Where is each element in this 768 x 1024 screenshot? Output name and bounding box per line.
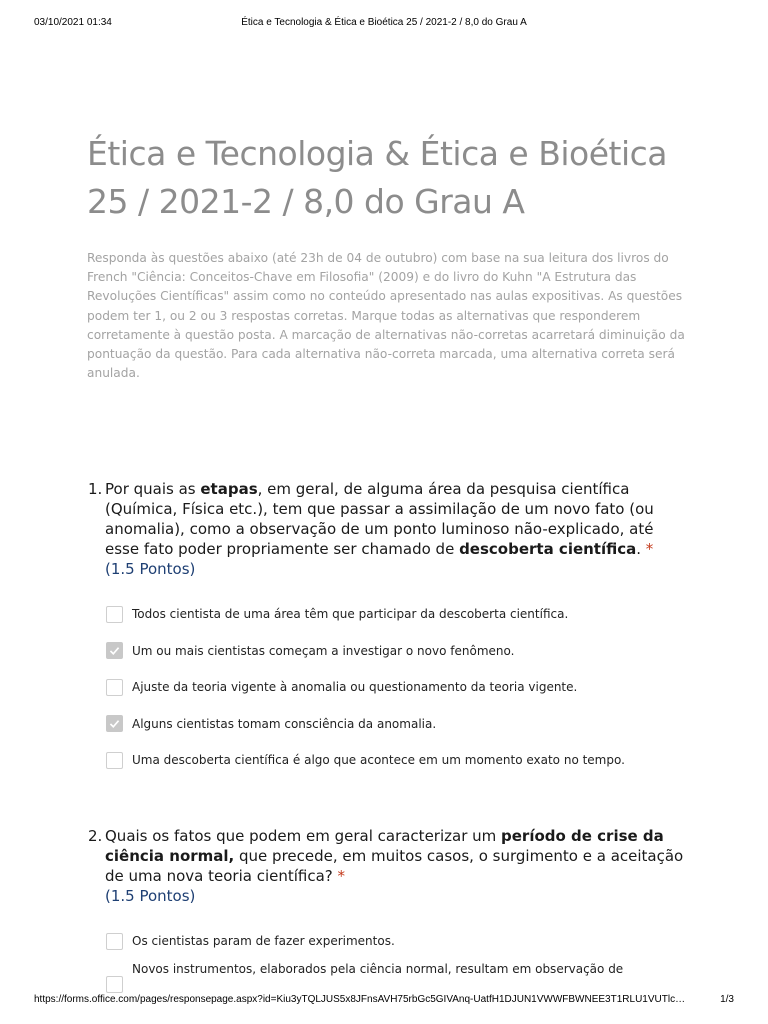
question-1-header — [88, 479, 688, 579]
checkbox[interactable] — [106, 606, 123, 623]
question-number: 2. — [88, 827, 103, 845]
option-label: Um ou mais cientistas começam a investigar o novo fenômeno. — [132, 643, 515, 658]
print-header — [0, 17, 768, 31]
checkmark-icon — [108, 644, 121, 657]
question-points: (1.5 Pontos) — [105, 560, 196, 578]
print-url: https://forms.office.com/pages/responsepage.aspx?id=Kiu3yTQLJUS5x8JFnsAVH75rbGc5GIVAnq-UatfH1DJUN1VWWFBWNEE3T1RLU1VUTlc… — [34, 994, 686, 1005]
checkbox[interactable] — [106, 933, 123, 950]
option-item[interactable] — [106, 633, 688, 670]
checkbox[interactable] — [106, 679, 123, 696]
option-label: Uma descoberta científica é algo que acontece em um momento exato no tempo. — [132, 753, 625, 768]
question-2 — [88, 826, 688, 996]
checkbox[interactable] — [106, 752, 123, 769]
form-title: Ética e Tecnologia & Ética e Bioética 25 / 2021-2 / 8,0 do Grau A — [87, 134, 667, 221]
options-list — [88, 923, 688, 996]
option-label: Alguns cientistas tomam consciência da anomalia. — [132, 716, 437, 731]
form-description: Responda às questões abaixo (até 23h de 04 de outubro) com base na sua leitura dos livros do French "Ciência: Conceitos-Chave em Filosofia" (2009) e do livro do Kuhn "A Estrutura das Revoluções Científicas" assim como no conteúdo apresentado nas aulas expositivas. As questões podem ter 1, ou 2 ou 3 respostas corretas. Marque todas as alternativas que responderem corretamente à questão posta. A marcação de alternativas não-corretas acarretará diminuição da pontuação da questão. Para cada alternativa não-correta marcada, uma alternativa correta será anulada. — [87, 251, 685, 381]
option-item[interactable] — [106, 669, 688, 706]
option-label: Os cientistas param de fazer experimentos. — [132, 934, 395, 949]
checkbox-checked[interactable] — [106, 715, 123, 732]
option-item[interactable] — [106, 706, 688, 743]
checkbox[interactable] — [106, 976, 123, 993]
question-text: Por quais as etapas, em geral, de alguma área da pesquisa científica (Química, Física etc.), tem que passar a assimilação de um novo fato (ou anomalia), como a observação de um ponto luminoso não-explicado, até esse fato poder propriamente ser chamado de descoberta científica. * — [105, 480, 654, 558]
option-item[interactable] — [106, 742, 688, 779]
page-number: 1/3 — [720, 994, 734, 1005]
question-1 — [88, 479, 688, 779]
print-footer — [0, 994, 768, 1008]
print-title: Ética e Tecnologia & Ética e Bioética 25 / 2021-2 / 8,0 do Grau A — [241, 17, 527, 28]
question-points: (1.5 Pontos) — [105, 887, 196, 905]
required-mark: * — [645, 540, 654, 558]
checkmark-icon — [108, 717, 121, 730]
option-label: Ajuste da teoria vigente à anomalia ou questionamento da teoria vigente. — [132, 680, 578, 695]
option-item[interactable] — [106, 923, 688, 960]
option-item[interactable] — [106, 960, 688, 997]
checkbox-checked[interactable] — [106, 642, 123, 659]
option-item[interactable] — [106, 596, 688, 633]
question-2-header — [88, 826, 688, 906]
required-mark: * — [337, 867, 346, 885]
options-list — [88, 596, 688, 779]
question-text: Quais os fatos que podem em geral caracterizar um período de crise da ciência normal, que precede, em muitos casos, o surgimento e a aceitação de uma nova teoria científica? * — [105, 827, 684, 885]
print-date: 03/10/2021 01:34 — [34, 17, 112, 28]
option-label: Todos cientista de uma área têm que participar da descoberta científica. — [132, 607, 569, 622]
question-number: 1. — [88, 480, 103, 498]
option-label: Novos instrumentos, elaborados pela ciência normal, resultam em observação de — [132, 961, 624, 976]
